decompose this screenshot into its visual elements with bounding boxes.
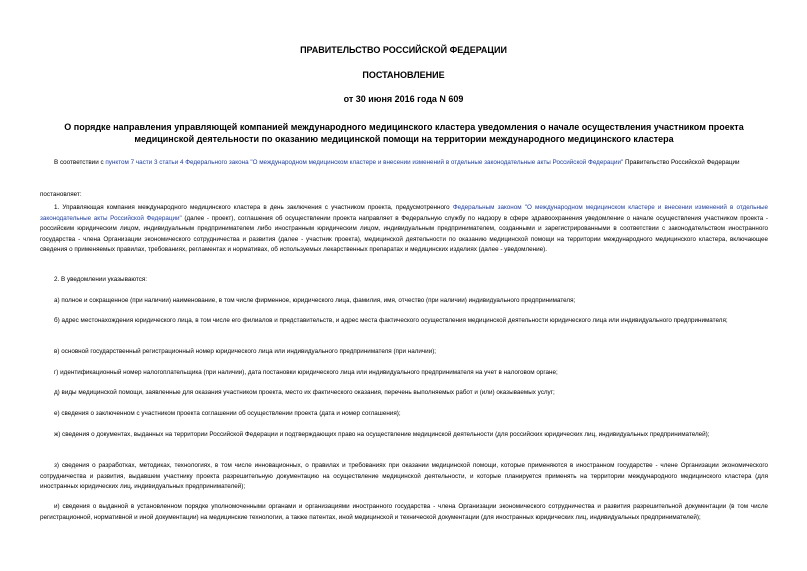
subitem-z: з) сведения о разработках, методиках, технологиях, в том числе инновационных, о правилах и требованиях при оказании медицинской помощи, которые применяются в иностранном государстве - члене Организации экономического сотрудничества и развития, выдавшем участнику проекта разрешительную документацию на осуществление медицинской деятельности, и которые планируется применять на территории международного медицинского кластера (для иностранных юридических лиц, индивидуальных предпринимателей); xyxy=(40,462,768,491)
subitem-b: б) адрес местонахождения юридического лица, в том числе его филиалов и представительств, и адрес места фактического осуществления медицинской деятельности юридического лица или индивидуального предпринимателя; xyxy=(54,317,728,324)
document-title: О порядке направления управляющей компанией международного медицинского кластера уведомления о начале осуществления участником проекта медицинской деятельности по оказанию медицинской помощи на территории международного медицинского кластера xyxy=(64,122,744,144)
subitem-d: д) виды медицинской помощи, заявленные для оказания участником проекта, место их фактического оказания, перечень выполняемых работ и (или) оказываемых услуг; xyxy=(54,389,555,396)
federal-law-link-2[interactable]: Федеральным законом "О международном медицинском кластере и внесении изменений в отдельные законодательные акты Российской Федерации" xyxy=(40,204,768,222)
subitem-e: е) сведения о заключенном с участником проекта соглашении об осуществлении проекта (дата и номер соглашения); xyxy=(54,410,401,417)
document-type-heading: ПОСТАНОВЛЕНИЕ xyxy=(362,70,445,80)
subitem-zh: ж) сведения о документах, выданных на территории Российской Федерации и подтверждающих право на осуществление медицинской деятельности (для российских юридических лиц, индивидуальных предпринимателей); xyxy=(54,431,710,438)
item-1-text-2: (далее - проект), соглашения об осуществлении проекта направляет в Федеральную службу по надзору в сфере здравоохранения уведомление о начале осуществления участником проекта - российским юридическим лицом, индивидуальным предпринимателем либо иностранным юридическим лицом, индивидуальным предпринимателем, созданными и зарегистрированными в соответствии с законодательством иностранного государства - члена Организации экономического сотрудничества и развития (далее - участник проекта), медицинской деятельности по оказанию медицинской помощи на территории международного медицинского кластера, включающее сведения о применяемых правилах, требованиях, регламентах и нормативах, об используемых лекарственных препаратах и медицинских изделиях (далее - уведомление). xyxy=(40,214,768,254)
subitem-i: и) сведения о выданной в установленном порядке уполномоченными органами и организациями иностранного государства - члена Организации экономического сотрудничества и развития разрешительной документации (в том числе регистрационной, нормативной и иной документации) на медицинские технологии, а также патентах, иной медицинской и технической документации (для иностранных юридических лиц, индивидуальных предпринимателей); xyxy=(40,503,768,521)
preamble-text-1: В соответствии с xyxy=(54,159,106,166)
date-number-heading: от 30 июня 2016 года N 609 xyxy=(343,94,464,104)
item-1-paragraph xyxy=(40,203,768,256)
government-heading: ПРАВИТЕЛЬСТВО РОССИЙСКОЙ ФЕДЕРАЦИИ xyxy=(300,45,507,55)
item-2-paragraph: 2. В уведомлении указываются: xyxy=(54,276,148,283)
preamble-text-2: Правительство Российской Федерации xyxy=(623,159,740,166)
decree-word: постановляет: xyxy=(40,191,82,198)
subitem-a: а) полное и сокращенное (при наличии) наименование, в том числе фирменное, юридического лица, фамилия, имя, отчество (при наличии) индивидуального предпринимателя; xyxy=(54,297,576,304)
subitem-g: г) идентификационный номер налогоплательщика (при наличии), дата постановки юридического лица или индивидуального предпринимателя на учет в налоговом органе; xyxy=(54,369,558,376)
subitem-v: в) основной государственный регистрационный номер юридического лица или индивидуального предпринимателя (при наличии); xyxy=(54,348,437,355)
federal-law-link-1[interactable]: пунктом 7 части 3 статьи 4 Федерального закона "О международном медицинском кластере и внесении изменений в отдельные законодательные акты Российской Федерации" xyxy=(105,159,624,166)
item-1-text-1: 1. Управляющая компания международного медицинского кластера в день заключения с участником проекта, предусмотренного xyxy=(54,204,453,211)
preamble-paragraph xyxy=(40,158,768,169)
